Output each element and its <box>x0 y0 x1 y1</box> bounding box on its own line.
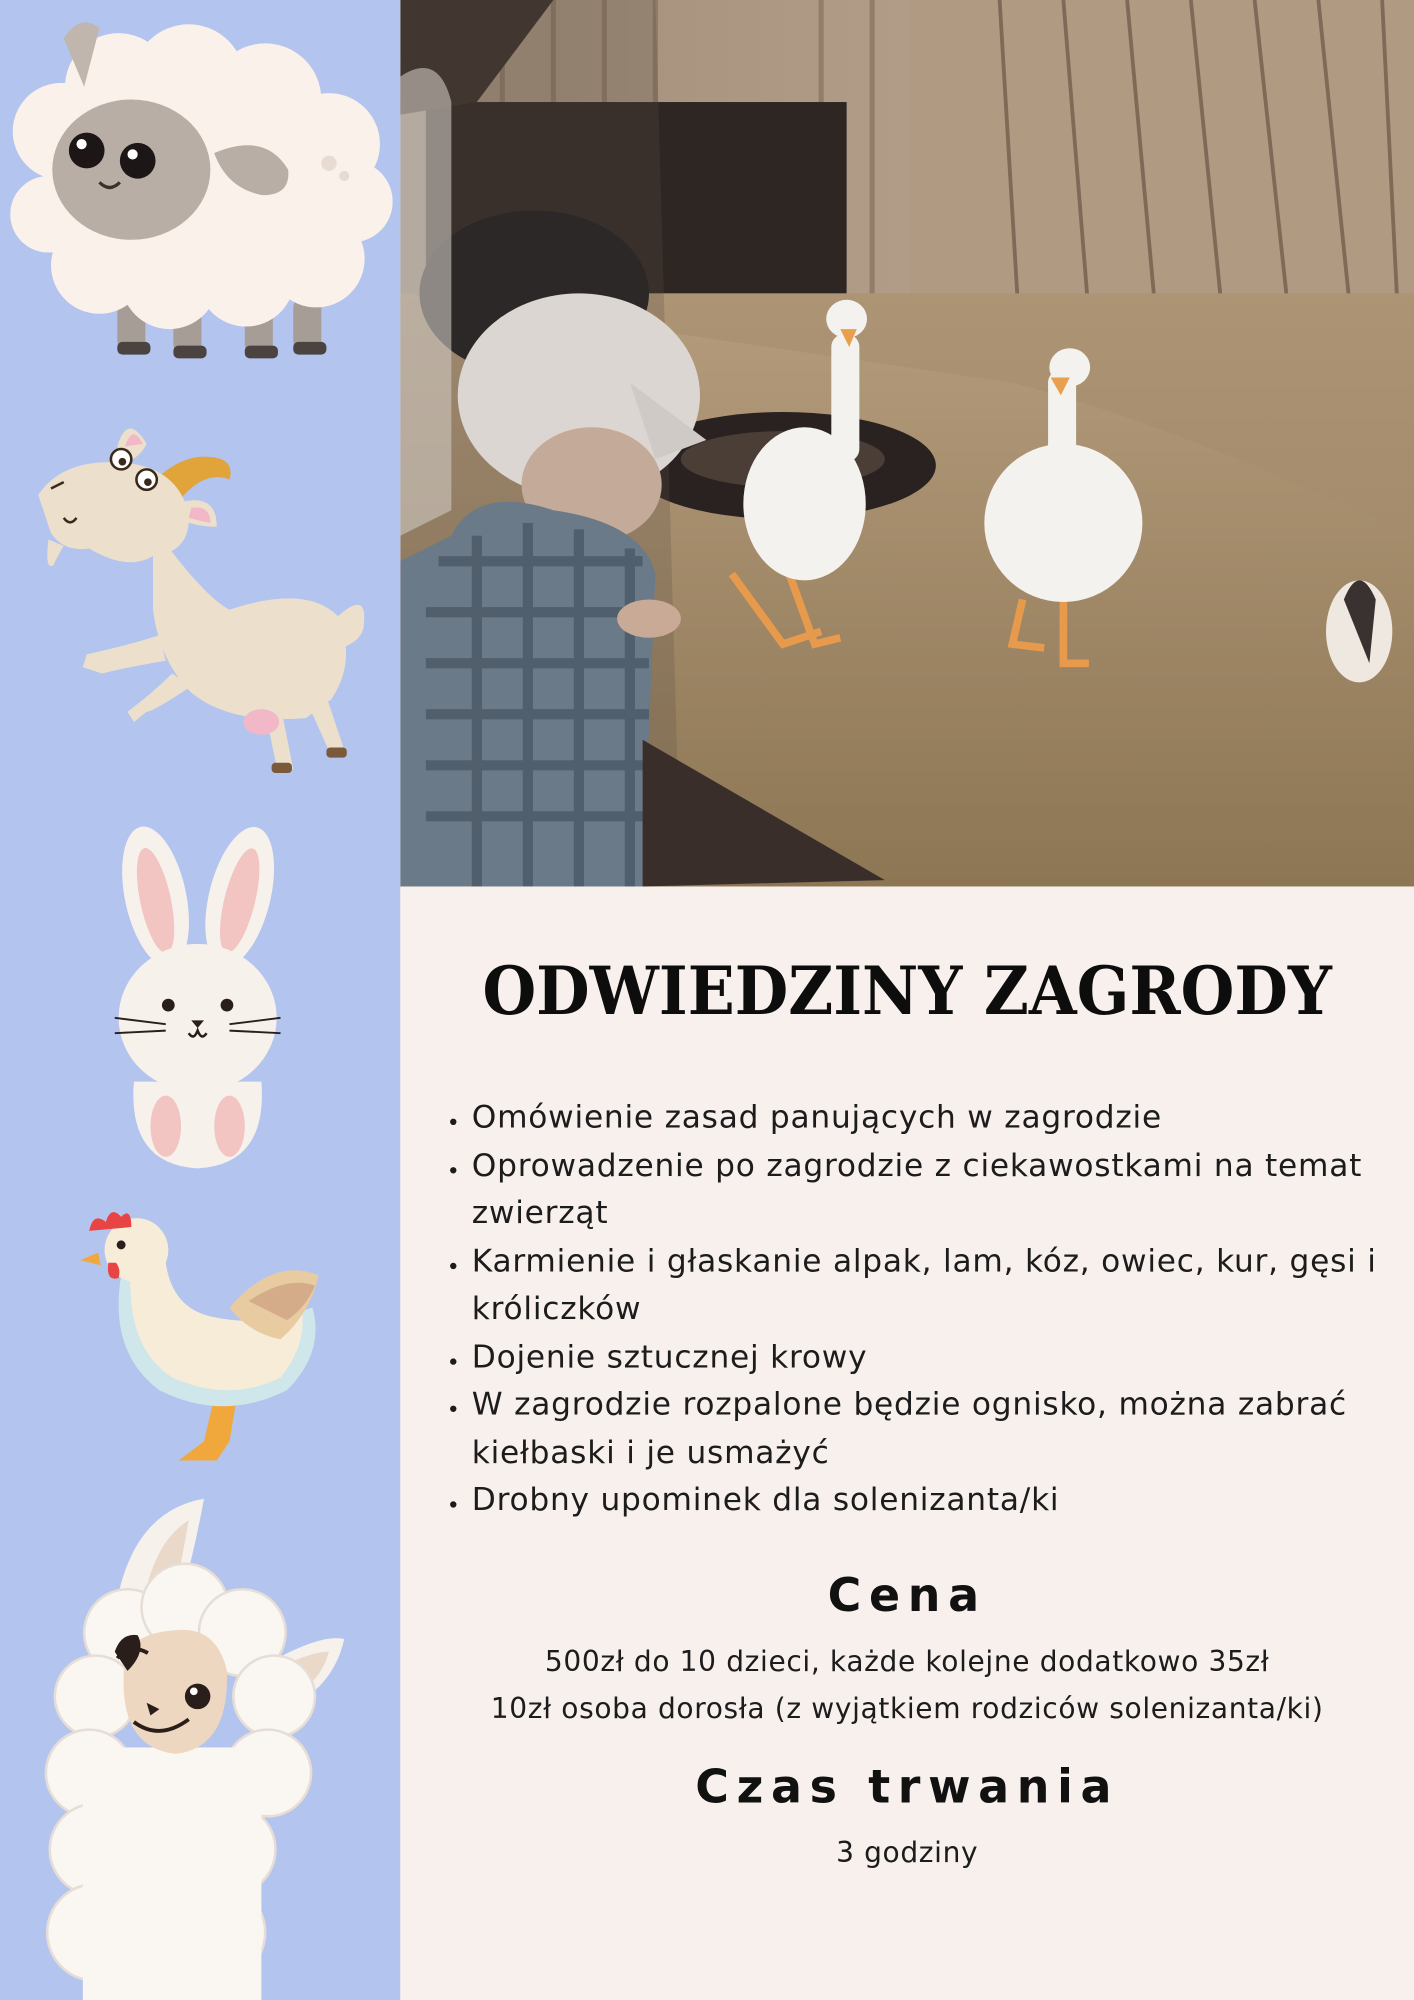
list-item: • Dojenie sztucznej krowy <box>472 1332 1414 1380</box>
duration-heading: Czas trwania <box>695 1761 1120 1814</box>
geese-farm-photo <box>400 0 1414 886</box>
alpaca-icon <box>38 1492 370 2000</box>
features-list <box>439 1093 1414 1523</box>
chicken-icon <box>70 1199 331 1480</box>
page-title: ODWIEDZINY ZAGRODY <box>482 952 1332 1031</box>
rabbit-icon <box>89 827 306 1178</box>
duration-value: 3 godziny <box>836 1838 979 1870</box>
price-heading: Cena <box>827 1570 987 1623</box>
list-item: • Oprowadzenie po zagrodzie z ciekawostkami na temat zwierząt <box>472 1141 1414 1237</box>
goat-icon <box>26 406 377 789</box>
list-item: • Omówienie zasad panujących w zagrodzie <box>472 1093 1414 1141</box>
list-item: • Karmienie i głaskanie alpak, lam, kóz, owiec, kur, gęsi i króliczków <box>472 1237 1414 1333</box>
offer-content <box>400 886 1414 2000</box>
animal-sidebar <box>0 0 400 2000</box>
price-line-adults: 10zł osoba dorosła (z wyjątkiem rodziców solenizanta/ki) <box>490 1693 1324 1726</box>
list-item: • Drobny upominek dla solenizanta/ki <box>472 1476 1414 1524</box>
sheep-icon <box>10 10 393 361</box>
list-item: • W zagrodzie rozpalone będzie ognisko, można zabrać kiełbaski i je usmażyć <box>472 1380 1414 1476</box>
price-line-children: 500zł do 10 dzieci, każde kolejne dodatkowo 35zł <box>544 1646 1270 1679</box>
